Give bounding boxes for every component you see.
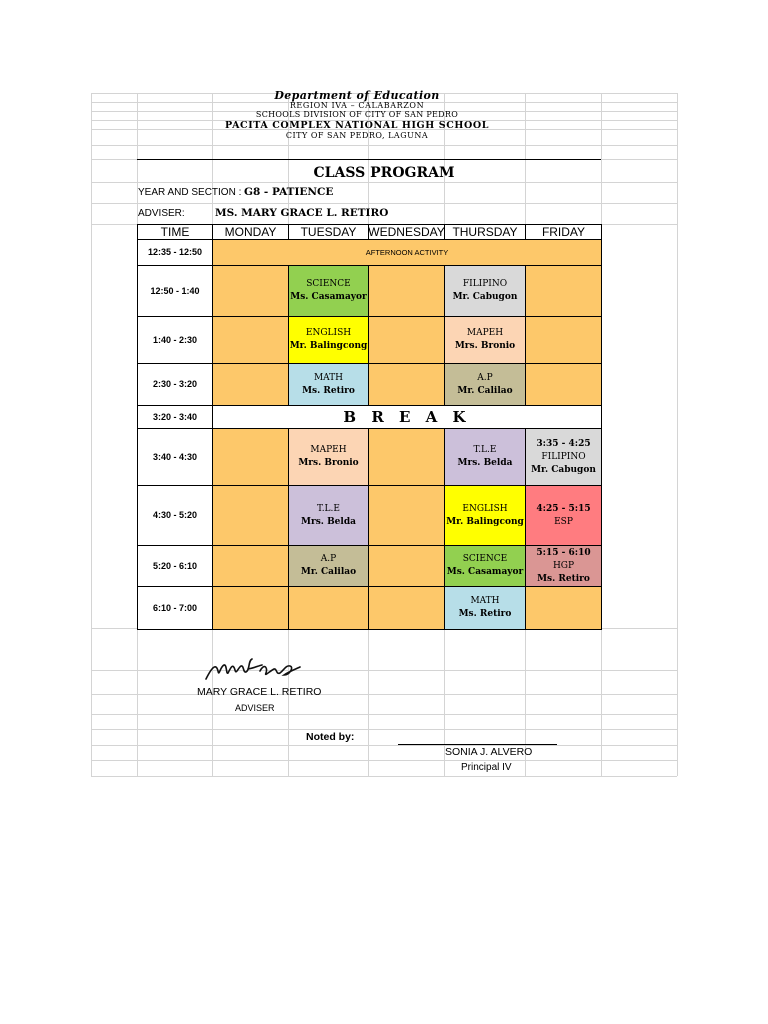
empty-slot	[212, 316, 289, 364]
adviser-value: MS. MARY GRACE L. RETIRO	[215, 207, 389, 219]
principal-signature-line	[398, 744, 557, 745]
subject-name: MATH	[470, 596, 500, 606]
day-header-monday: MONDAY	[212, 224, 289, 240]
time-cell: 12:50 - 1:40	[137, 265, 213, 317]
empty-slot	[212, 545, 289, 587]
subject-teacher: Mr. Cabugon	[452, 292, 518, 302]
subject-cell	[444, 545, 526, 587]
empty-slot	[368, 316, 445, 364]
subject-name: T.L.E	[473, 445, 497, 455]
subject-teacher: Mrs. Belda	[457, 458, 513, 468]
subject-cell	[288, 316, 369, 364]
subject-name: MAPEH	[466, 328, 504, 338]
subject-teacher: Mr. Calilao	[457, 385, 513, 396]
subject-cell	[288, 265, 369, 317]
subject-teacher: Mr. Calilao	[300, 567, 357, 577]
subject-time: 3:35 - 4:25	[536, 438, 591, 449]
subject-teacher: Ms. Casamayor	[446, 567, 524, 577]
empty-slot	[212, 428, 289, 486]
day-header-wednesday: WEDNESDAY	[368, 224, 445, 239]
time-cell: 4:30 - 5:20	[137, 485, 213, 546]
subject-teacher: Ms. Retiro	[537, 573, 590, 584]
day-header-time: TIME	[137, 224, 213, 240]
subject-cell	[444, 316, 526, 364]
subject-name: A.P	[477, 372, 493, 383]
noted-by-label: Noted by:	[306, 731, 355, 743]
empty-slot	[525, 363, 602, 406]
time-cell: 3:20 - 3:40	[137, 405, 213, 429]
subject-cell	[525, 485, 602, 546]
time-cell: 3:40 - 4:30	[137, 428, 213, 486]
adviser-role: ADVISER	[235, 703, 275, 713]
subject-cell	[444, 363, 526, 406]
principal-name: SONIA J. ALVERO	[445, 746, 533, 758]
afternoon-activity-cell: AFTERNOON ACTIVITY	[212, 239, 602, 266]
subject-time: 4:25 - 5:15	[536, 503, 591, 514]
subject-teacher: Mrs. Bronio	[454, 341, 516, 351]
empty-slot	[212, 586, 289, 630]
adviser-label: ADVISER:	[138, 208, 185, 219]
empty-slot	[368, 363, 445, 406]
subject-name: HGP	[552, 560, 575, 571]
time-cell: 12:35 - 12:50	[137, 239, 213, 266]
subject-name: SCIENCE	[462, 554, 508, 564]
subject-name: MAPEH	[310, 445, 347, 455]
empty-slot	[212, 485, 289, 546]
subject-cell	[288, 485, 369, 546]
subject-name: ESP	[554, 516, 573, 527]
subject-name: SCIENCE	[306, 279, 351, 289]
subject-cell	[288, 545, 369, 587]
subject-cell	[444, 586, 526, 630]
subject-teacher: Mr. Cabugon	[531, 464, 596, 475]
subject-cell	[525, 545, 602, 587]
empty-slot	[368, 485, 445, 546]
empty-slot	[368, 545, 445, 587]
header-city: CITY OF SAN PEDRO, LAGUNA	[285, 131, 429, 140]
subject-teacher: Ms. Casamayor	[290, 292, 367, 302]
empty-slot	[288, 586, 369, 630]
adviser-name: MARY GRACE L. RETIRO	[197, 686, 322, 698]
subject-cell	[444, 428, 526, 486]
subject-teacher: Ms. Retiro	[458, 609, 512, 619]
subject-name: ENGLISH	[305, 328, 352, 338]
time-cell: 1:40 - 2:30	[137, 316, 213, 364]
empty-slot	[368, 265, 445, 317]
header-region: REGION IVA – CALABARZON	[289, 101, 425, 110]
subject-name: T.L.E	[317, 503, 340, 514]
empty-slot	[525, 586, 602, 630]
day-header-friday: FRIDAY	[525, 224, 602, 240]
subject-name: FILIPINO	[462, 279, 508, 289]
section-label: YEAR AND SECTION :	[138, 187, 242, 198]
section-value: G8 - PATIENCE	[244, 186, 334, 198]
subject-teacher: Mrs. Belda	[301, 516, 356, 527]
empty-slot	[525, 265, 602, 317]
principal-role: Principal IV	[461, 762, 512, 773]
subject-cell	[444, 485, 526, 546]
subject-cell	[288, 363, 369, 406]
header-division: SCHOOLS DIVISION OF CITY OF SAN PEDRO	[255, 110, 459, 119]
time-cell: 5:20 - 6:10	[137, 545, 213, 587]
subject-name: ENGLISH	[462, 503, 508, 514]
subject-teacher: Mrs. Bronio	[298, 458, 359, 468]
time-cell: 6:10 - 7:00	[137, 586, 213, 630]
day-header-thursday: THURSDAY	[444, 224, 526, 240]
subject-name: A.P	[320, 554, 337, 564]
header-school: PACITA COMPLEX NATIONAL HIGH SCHOOL	[225, 120, 489, 131]
subject-teacher: Ms. Retiro	[302, 385, 355, 396]
page-title: CLASS PROGRAM	[313, 165, 455, 181]
subject-name: FILIPINO	[541, 451, 586, 462]
time-cell: 2:30 - 3:20	[137, 363, 213, 406]
subject-teacher: Mr. Balingcong	[446, 516, 524, 527]
subject-name: MATH	[313, 372, 344, 383]
subject-cell	[288, 428, 369, 486]
empty-slot	[212, 363, 289, 406]
empty-slot	[525, 316, 602, 364]
break-cell: B R E A K	[212, 405, 602, 429]
subject-cell	[444, 265, 526, 317]
day-header-tuesday: TUESDAY	[288, 224, 369, 240]
title-top-rule	[137, 159, 601, 160]
subject-cell	[525, 428, 602, 486]
signature-icon	[204, 653, 304, 687]
empty-slot	[368, 586, 445, 630]
empty-slot	[212, 265, 289, 317]
header-department: Department of Education	[274, 89, 440, 102]
class-program-sheet	[91, 89, 677, 776]
subject-time: 5:15 - 6:10	[536, 547, 591, 558]
empty-slot	[368, 428, 445, 486]
subject-teacher: Mr. Balingcong	[289, 341, 368, 351]
